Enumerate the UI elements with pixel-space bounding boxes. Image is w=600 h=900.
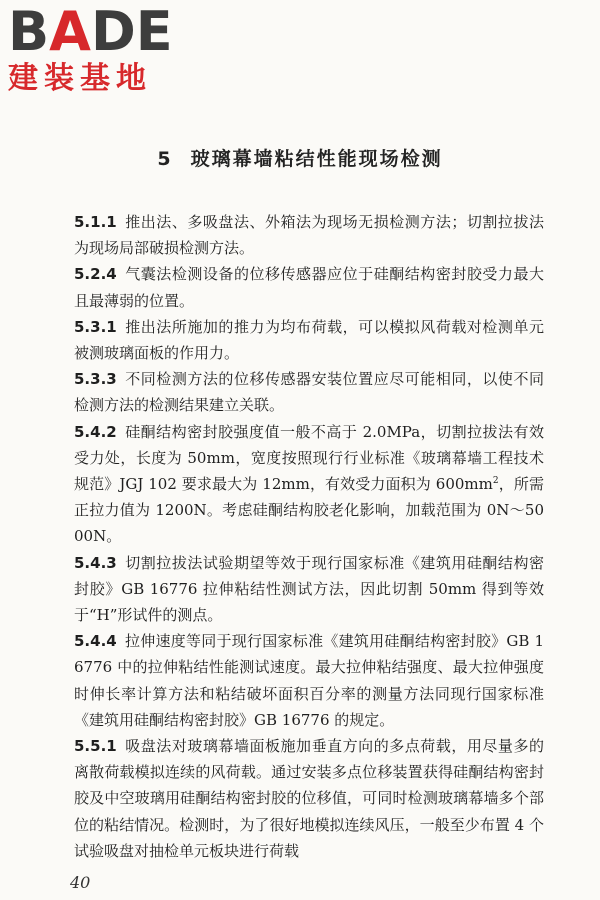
- logo-wordmark: BADE: [8, 0, 173, 63]
- page-number: 40: [70, 873, 91, 892]
- clause-5-4-2: 5.4.2 硅酮结构密封胶强度值一般不高于 2.0MPa，切割拉拔法有效受力处，长度为 50mm，宽度按照现行行业标准《玻璃幕墙工程技术规范》JGJ 102 要求最大为 12mm，有效受力面积为 $600mm^2$，所需正拉力值为 1200N。考虑硅酮结构胶老化影响，加载范围为 0N～5000N。: [74, 422, 544, 546]
- clause-5-3-1: 5.3.1 推出法所施加的推力为均布荷载，可以模拟风荷载对检测单元被测玻璃面板的作用力。: [74, 317, 544, 363]
- chapter-title-text: 玻璃幕墙粘结性能现场检测: [190, 148, 443, 170]
- logo-subtitle: 建装基地: [8, 61, 152, 96]
- clause-5-2-4: 5.2.4 气囊法检测设备的位移传感器应位于硅酮结构密封胶受力最大且最薄弱的位置。: [74, 265, 544, 310]
- clause-5-4-3: 5.4.3 切割拉拔法试验期望等效于现行国家标准《建筑用硅酮结构密封胶》GB 16776 拉伸粘结性测试方法，因此切割 50mm 得到等效于“H”形试件的测点。: [74, 553, 544, 625]
- document-body: [74, 209, 544, 864]
- chapter-title: [0, 144, 600, 171]
- clause-5-4-4: 5.4.4 拉伸速度等同于现行国家标准《建筑用硅酮结构密封胶》GB 16776 中的拉伸粘结性能测试速度。最大拉伸粘结强度、最大拉伸强度时伸长率计算方法和粘结破坏面积百分率的测量方法同现行国家标准《建筑用硅酮结构密封胶》GB 16776 的规定。: [74, 632, 544, 729]
- chapter-number: 5: [157, 148, 173, 170]
- clause-5-3-3: 5.3.3 不同检测方法的位移传感器安装位置应尽可能相同，以使不同检测方法的检测结果建立关联。: [74, 370, 544, 415]
- clause-5-5-1: 5.5.1 吸盘法对玻璃幕墙面板施加垂直方向的多点荷载，用尽量多的离散荷载模拟连续的风荷载。通过安装多点位移装置获得硅酮结构密封胶及中空玻璃用硅酮结构密封胶的位移值，可同时检测玻璃幕墙多个部位的粘结情况。检测时，为了很好地模拟连续风压，一般至少布置 4 个试验吸盘对抽检单元板块进行荷载: [74, 737, 544, 860]
- clause-5-1-1: 5.1.1 推出法、多吸盘法、外箱法为现场无损检测方法；切割拉拔法为现场局部破损检测方法。: [74, 213, 544, 258]
- bade-logo: [8, 0, 188, 96]
